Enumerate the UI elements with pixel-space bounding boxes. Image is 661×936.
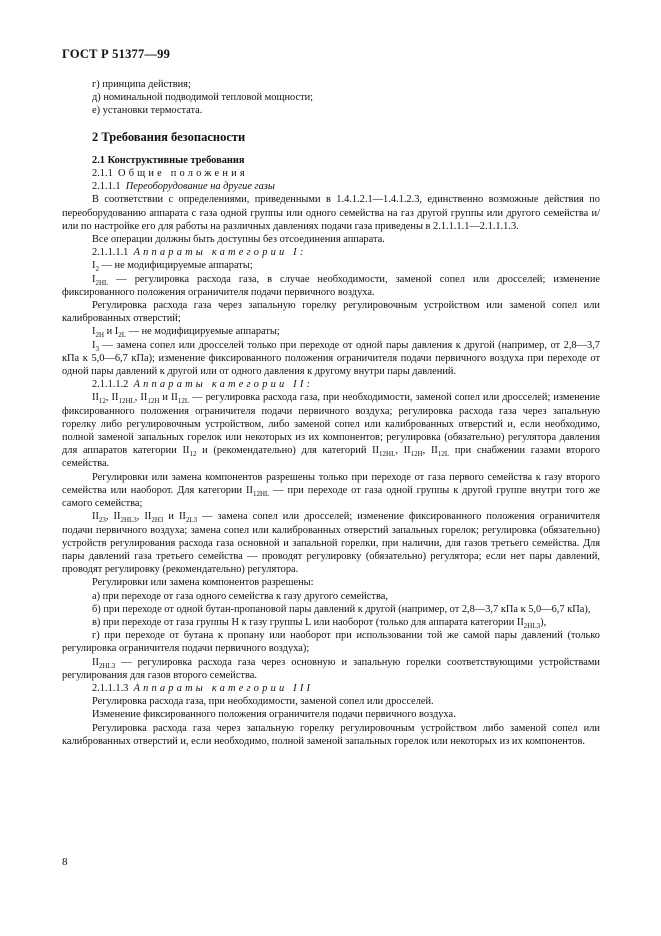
paragraph: Все операции должны быть доступны без отсоединения аппарата.: [92, 234, 385, 246]
text-run: ),: [540, 616, 547, 628]
list-item: г) при переходе от бутана к пропану или наоборот при использовании той же самой пары давлений (только регулировка ограничителя подачи первичного воздуха);: [62, 630, 600, 655]
text-run: — регулировка расхода газа, при необходимости, заменой сопел или дросселей; изменение фиксированного положения ограничителя подачи первичного воздуха; регулировка расхода газа через запальную горелку либо регулировочным устройством, либо заменой сопел или калиброванных отверстий и, если необходимо, полной заменой запальных горелок или некоторых из их компонентов; регулировка (обязательно) регулятора давления для аппаратов категории: [62, 392, 600, 457]
text-run: при снабжении газами второго семейства.: [62, 445, 600, 470]
text-run: — регулировка расхода газа, в случае необходимости, заменой сопел или дросселей; изменение фиксированного положения ограничителя подачи первичного воздуха.: [62, 273, 600, 298]
paragraph: $II_{12}$, $II_{12HL}$, $II_{12H}$ и $II_{12L}$ — регулировка расхода газа, при необходимости, заменой сопел или дросселей; изменение фиксированного положения ограничителя подачи первичного воздуха; регулировка расхода газа через запальную горелку либо регулировочным устройством, либо заменой сопел или калиброванных отверстий и, если необходимо, полной заменой запальных горелок или некоторых из их компонентов; регулировка (обязательно) регулятора давления для аппаратов категории $II_{12}$ и (рекомендательно) для категорий $II_{12HL}$, $II_{12H}$, $II_{12L}$ при снабжении газами второго семейства.: [62, 392, 600, 470]
clause-heading: [92, 682, 600, 695]
clause-title: Аппараты категории II:: [133, 379, 314, 391]
list-item: д) номинальной подводимой тепловой мощности;: [92, 92, 314, 104]
clause-number: 2.1.1.1.2: [92, 379, 129, 391]
clause-title: Переоборудование на другие газы: [125, 181, 275, 193]
paragraph: $I_{2HL}$ — регулировка расхода газа, в случае необходимости, заменой сопел или дросселей; изменение фиксированного положения ограничителя подачи первичного воздуха.: [62, 273, 600, 298]
paragraph: В соответствии с определениями, приведенными в 1.4.1.2.1—1.4.1.2.3, единственно возможные действия по переоборудованию аппарата с газа одной группы или одного семейства на газ другой группы или другого семейства и/или по настройке его для работы на различных давлениях подачи газа приведены в 2.1.1.1.1—2.1.1.1.3.: [62, 194, 600, 232]
text-run: (рекомендательно) для категорий: [207, 445, 373, 457]
list-item: б) при переходе от одной бутан-пропановой пары давлений к другой (например, от 2,8—3,7 кПа к 5,0—6,7 кПа),: [92, 603, 591, 615]
paragraph: $I_3$ — замена сопел или дросселей только при переходе от одной пары давления к другой (например, от 2,8—3,7 кПа к 5,0—6,7 кПа); изменение фиксированного положения ограничителя подачи первичного воздуха при переходе от одной пары давлений к другой или от одного давления к другому внутри пары давлений.: [62, 339, 600, 378]
clause-title: Аппараты категории III: [133, 682, 314, 694]
section-heading: 2 Требования безопасности: [92, 129, 246, 144]
paragraph: Регулировка расхода газа через запальную горелку регулировочным устройством или заменой сопел или калиброванных отверстий;: [62, 300, 600, 325]
clause-number: 2.1.1.1: [92, 181, 121, 193]
text-run: — замена сопел или дросселей только при переходе от одной пары давления к другой (например, от 2,8—3,7 кПа к 5,0—6,7 кПа); изменение фиксированного положения ограничителя подачи первичного воздуха при переходе от одной пары давлений к другой или от одного давления к другому внутри пары давлений.: [62, 339, 600, 378]
clause-title: Общие положения: [117, 168, 248, 180]
paragraph: Изменение фиксированного положения ограничителя подачи первичного воздуха.: [92, 709, 456, 721]
paragraph: $I_{2H}$ и $I_{2L}$ — не модифицируемые аппараты;: [92, 326, 280, 340]
document-header: ГОСТ Р 51377—99: [62, 47, 171, 61]
paragraph: $II_{2HL3}$ — регулировка расхода газа через основную и запальную горелки соответствующими устройствами регулирования для газов второго семейства.: [62, 656, 600, 681]
text-run: — при переходе от газа одной группы к другой группе внутри того же самого семейства;: [62, 484, 600, 510]
page-number: 8: [62, 856, 68, 868]
clause-heading: [92, 167, 600, 180]
text-run: — регулировка расхода газа через основную и запальную горелки соответствующими устройствами регулирования для газов второго семейства.: [62, 656, 600, 681]
list-item: а) при переходе от газа одного семейства к газу другого семейства,: [92, 590, 388, 602]
paragraph: $II_{23}$, $II_{2HL3}$, $II_{2H3}$ и $II_{2L3}$ — замена сопел или дросселей; изменение фиксированного положения ограничителя подачи первичного воздуха; замена сопел или калиброванных отверстий запальных горелок; регулировка (обязательно) устройств регулирования расхода газа основной и запальной горелки, при наличии, для газов третьего семейства. Для пары давлений газа третьего семейства — проводят регулировку (обязательно) регулятора; если нет пары давлений, проводят регулировку (рекомендательно) регулятора.: [62, 511, 600, 576]
list-item: г) принципа действия;: [92, 79, 191, 90]
clause-heading: [92, 180, 600, 193]
list-item: е) установки термостата.: [92, 105, 203, 117]
clause-number: 2.1.1.1.1: [92, 247, 129, 259]
paragraph: $I_2$ — не модифицируемые аппараты;: [92, 260, 253, 274]
clause-number: 2.1.1: [92, 168, 113, 180]
clause-number: 2.1.1.1.3: [92, 682, 129, 694]
text-run: — не модифицируемые аппараты;: [126, 326, 280, 338]
paragraph: Регулировки или замена компонентов разрешены:: [92, 577, 314, 589]
paragraph: Регулировка расхода газа через запальную горелку регулировочным устройством либо заменой сопел или калиброванных отверстий и, если необходимо, полной заменой запальных горелок или некоторых из их компонентов.: [62, 722, 600, 747]
clause-heading: [92, 246, 600, 259]
clause-heading: [92, 378, 600, 391]
paragraph: Регулировка расхода газа, при необходимости, заменой сопел или дросселей.: [92, 696, 434, 708]
subsection-heading: 2.1 Конструктивные требования: [92, 154, 245, 166]
document-body: [62, 78, 600, 748]
text-run: Регулировки или замена компонентов разрешены только при переходе от газа первого семейства к газу второго семейства или наоборот. Для категории: [62, 471, 600, 496]
clause-title: Аппараты категории I:: [133, 247, 307, 259]
paragraph: Регулировки или замена компонентов разрешены только при переходе от газа первого семейства к газу второго семейства или наоборот. Для категории $II_{12HL}$ — при переходе от газа одной группы к другой группе внутри того же самого семейства;: [62, 471, 600, 510]
text-run: — замена сопел или дросселей; изменение фиксированного положения ограничителя подачи первичного воздуха; замена сопел или калиброванных отверстий запальных горелок; регулировка (обязательно) устройств регулирования расхода газа основной и запальной горелки, при наличии, для газов третьего семейства. Для пары давлений газа третьего семейства — проводят регулировку (обязательно) регулятора; если нет пары давлений, проводят регулировку (рекомендательно) регулятора.: [62, 511, 600, 576]
list-item: в) при переходе от газа группы Н к газу группы L или наоборот (только для аппарата категории $II_{2HL3}$),: [92, 616, 547, 630]
text-run: — не модифицируемые аппараты;: [98, 260, 253, 272]
text-run: в) при переходе от газа группы Н к газу группы L или наоборот (только для аппарата категории: [92, 616, 517, 628]
